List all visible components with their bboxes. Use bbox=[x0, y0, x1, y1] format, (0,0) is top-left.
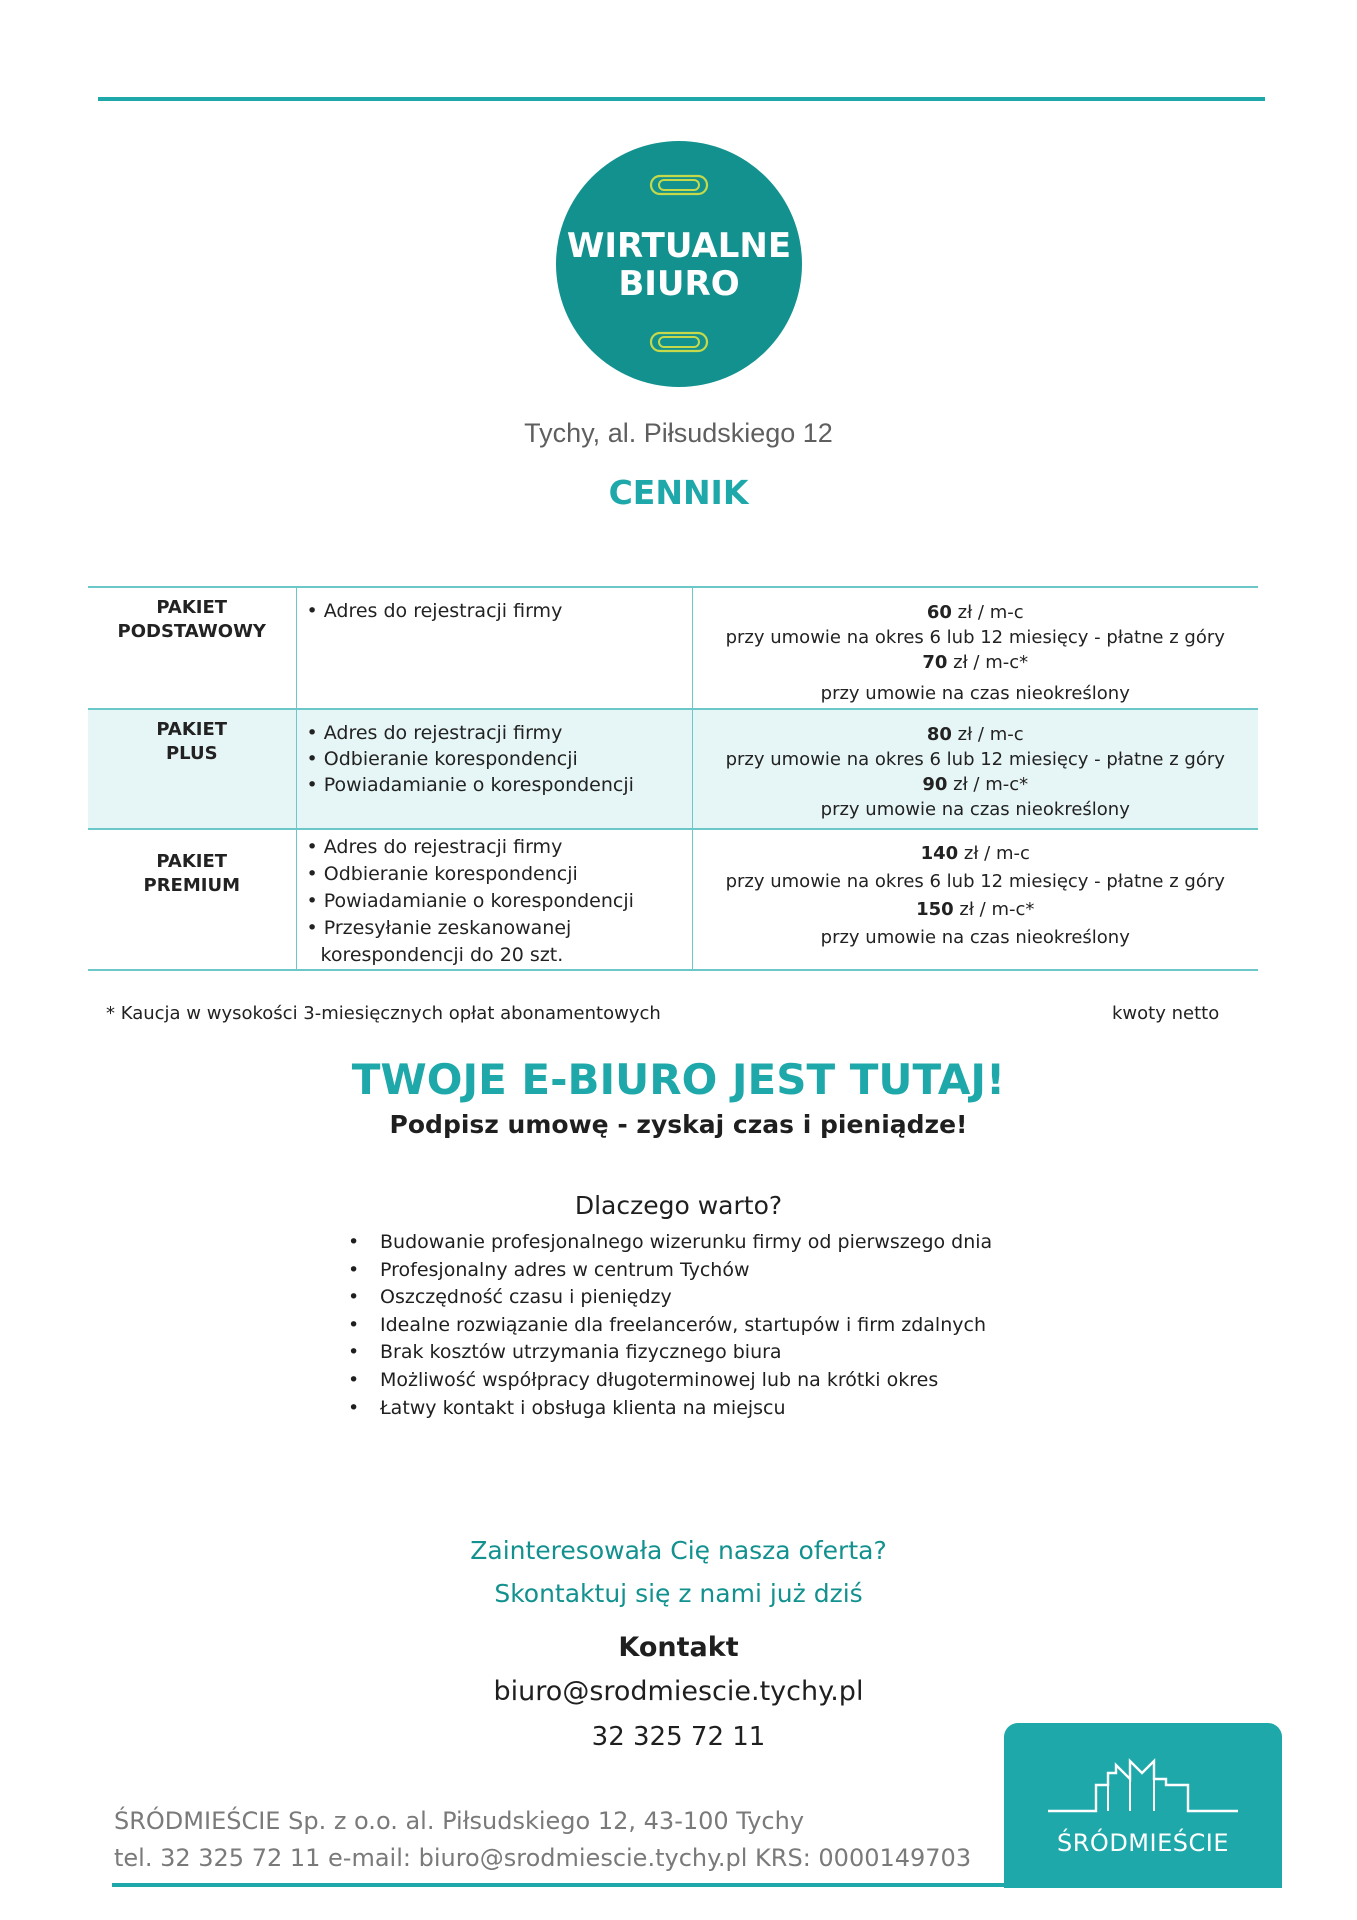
package-prices bbox=[692, 587, 1258, 709]
logo-title bbox=[556, 227, 802, 303]
feature-item: • Przesyłanie zeskanowanej bbox=[306, 917, 572, 939]
feature-item: • Adres do rejestracji firmy bbox=[306, 836, 563, 858]
skyline-icon bbox=[1046, 1755, 1240, 1813]
feature-item: korespondencji do 20 szt. bbox=[320, 944, 564, 966]
promo-headline: TWOJE E-BIURO JEST TUTAJ! bbox=[351, 1055, 1006, 1104]
price-unit: zł / m-c bbox=[951, 724, 1024, 745]
price-fixed-term bbox=[693, 722, 1259, 747]
price-amount: 80 bbox=[926, 724, 952, 745]
price-unit: zł / m-c* bbox=[947, 774, 1029, 795]
list-item: • Budowanie profesjonalnego wizerunku firmy od pierwszego dnia bbox=[348, 1229, 992, 1257]
promo-subheadline: Podpisz umowę - zyskaj czas i pieniądze! bbox=[389, 1110, 968, 1139]
table-row bbox=[88, 829, 1258, 970]
list-item: • Oszczędność czasu i pieniędzy bbox=[348, 1284, 992, 1312]
paperclip-icon bbox=[649, 174, 709, 196]
package-name-line2: PREMIUM bbox=[143, 875, 240, 896]
pricing-table bbox=[88, 586, 1258, 971]
price-indefinite bbox=[693, 896, 1259, 924]
price-note: przy umowie na czas nieokreślony bbox=[820, 927, 1130, 948]
benefits-title: Dlaczego warto? bbox=[574, 1191, 783, 1220]
package-name-line2: PLUS bbox=[165, 743, 218, 764]
price-unit: zł / m-c* bbox=[953, 899, 1035, 920]
price-note: przy umowie na okres 6 lub 12 miesięcy - płatne z góry bbox=[725, 627, 1225, 648]
top-divider bbox=[98, 97, 1265, 101]
net-amounts-note: kwoty netto bbox=[1112, 1003, 1220, 1024]
deposit-footnote: * Kaucja w wysokości 3-miesięcznych opłat abonamentowych bbox=[106, 1003, 661, 1024]
price-indefinite bbox=[693, 772, 1259, 797]
price-unit: zł / m-c* bbox=[947, 652, 1029, 673]
package-name-line1: PAKIET bbox=[156, 851, 228, 872]
price-amount: 60 bbox=[926, 602, 952, 623]
virtual-office-logo bbox=[556, 141, 802, 387]
price-fixed-term bbox=[693, 600, 1259, 625]
price-amount: 150 bbox=[916, 899, 954, 920]
price-indefinite bbox=[693, 650, 1259, 675]
table-row bbox=[88, 709, 1258, 829]
contact-title: Kontakt bbox=[618, 1632, 739, 1663]
table-row bbox=[88, 587, 1258, 709]
list-item: • Brak kosztów utrzymania fizycznego biura bbox=[348, 1339, 992, 1367]
package-name bbox=[88, 587, 296, 709]
cta-question: Zainteresowała Cię nasza oferta? bbox=[470, 1536, 887, 1565]
feature-item: • Powiadamianie o korespondencji bbox=[306, 774, 634, 796]
company-address: ŚRÓDMIEŚCIE Sp. z o.o. al. Piłsudskiego 12, 43-100 Tychy bbox=[114, 1807, 805, 1835]
feature-item: • Adres do rejestracji firmy bbox=[306, 722, 563, 744]
package-features bbox=[296, 587, 692, 709]
price-amount: 140 bbox=[920, 843, 959, 864]
contact-phone[interactable]: 32 325 72 11 bbox=[591, 1722, 766, 1752]
price-note: przy umowie na okres 6 lub 12 miesięcy - płatne z góry bbox=[725, 871, 1225, 892]
company-info bbox=[114, 1803, 971, 1877]
package-features bbox=[296, 709, 692, 829]
feature-item: • Odbieranie korespondencji bbox=[306, 748, 578, 770]
price-note: przy umowie na okres 6 lub 12 miesięcy - płatne z góry bbox=[725, 749, 1225, 770]
feature-item: • Adres do rejestracji firmy bbox=[306, 600, 563, 622]
page-title: CENNIK bbox=[608, 473, 749, 512]
price-unit: zł / m-c bbox=[958, 843, 1030, 864]
paperclip-icon bbox=[649, 331, 709, 353]
package-name bbox=[88, 829, 296, 970]
contact-email-link[interactable]: biuro@srodmiescie.tychy.pl bbox=[493, 1676, 864, 1707]
package-prices bbox=[692, 829, 1258, 970]
logo-title-line2: BIURO bbox=[618, 264, 740, 304]
price-amount: 70 bbox=[922, 652, 948, 673]
company-contact: tel. 32 325 72 11 e-mail: biuro@srodmiescie.tychy.pl KRS: 0000149703 bbox=[114, 1844, 972, 1872]
office-address: Tychy, al. Piłsudskiego 12 bbox=[524, 418, 833, 448]
price-note: przy umowie na czas nieokreślony bbox=[820, 799, 1130, 820]
price-fixed-term bbox=[693, 840, 1259, 868]
cta-invite: Skontaktuj się z nami już dziś bbox=[494, 1579, 863, 1608]
logo-title-line1: WIRTUALNE bbox=[566, 226, 792, 266]
package-name-line2: PODSTAWOWY bbox=[117, 621, 266, 642]
price-unit: zł / m-c bbox=[951, 602, 1024, 623]
benefits-list bbox=[348, 1229, 992, 1422]
package-features bbox=[296, 829, 692, 970]
srodmiescie-logo bbox=[1004, 1723, 1282, 1888]
price-amount: 90 bbox=[922, 774, 948, 795]
package-prices bbox=[692, 709, 1258, 829]
package-name-line1: PAKIET bbox=[156, 597, 228, 618]
list-item: • Możliwość współpracy długoterminowej lub na krótki okres bbox=[348, 1367, 992, 1395]
package-name bbox=[88, 709, 296, 829]
feature-item: • Powiadamianie o korespondencji bbox=[306, 890, 634, 912]
list-item: • Idealne rozwiązanie dla freelancerów, startupów i firm zdalnych bbox=[348, 1312, 992, 1340]
feature-item: • Odbieranie korespondencji bbox=[306, 863, 578, 885]
price-note: przy umowie na czas nieokreślony bbox=[820, 683, 1130, 704]
list-item: • Łatwy kontakt i obsługa klienta na miejscu bbox=[348, 1395, 992, 1423]
package-name-line1: PAKIET bbox=[156, 719, 228, 740]
list-item: • Profesjonalny adres w centrum Tychów bbox=[348, 1257, 992, 1285]
brand-name: ŚRÓDMIEŚCIE bbox=[1057, 1829, 1229, 1857]
